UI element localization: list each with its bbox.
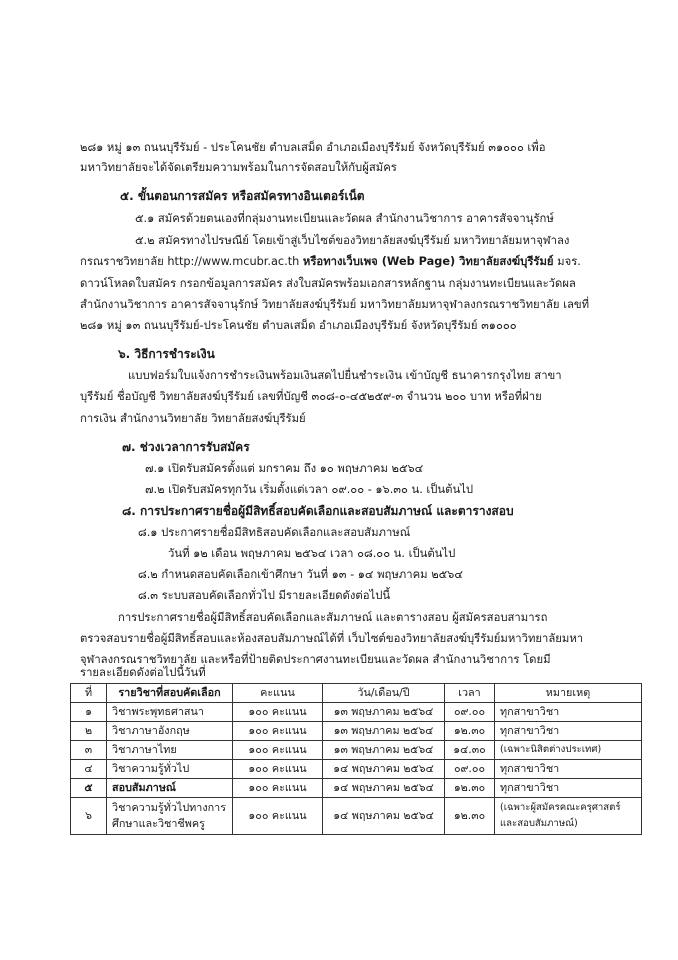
cell-no: ๑ [71,703,107,722]
cell-subject: สอบสัมภาษณ์ [107,779,233,798]
cell-no: ๓ [71,741,107,760]
cell-time: ๑๒.๓๐ [445,798,495,835]
section-6-line: บุรีรัมย์ ชื่อบัญชี วิทยาลัยสงฆ์บุรีรัมย์ เลขที่บัญชี ๓๐๘-๐-๔๕๒๕๙-๓ จำนวน ๒๐๐ บาท หรือที่ฝ่าย [80,390,542,403]
cell-score: ๑๐๐ คะแนน [233,722,323,741]
cell-time: ๐๙.๐๐ [445,760,495,779]
section-8-item-1: ๘.๑ ประกาศรายชื่อมีสิทธิสอบคัดเลือกและสอบสัมภาษณ์ [138,526,411,539]
mcu-abbr: มจร. [553,255,581,268]
section-6-line: แบบฟอร์มใบแจ้งการชำระเงินพร้อมเงินสดไปยื่นชำระเงิน เข้าบัญชี ธนาคารกรุงไทย สาขา [128,369,562,382]
cell-score: ๑๐๐ คะแนน [233,798,323,835]
col-header-score: คะแนน [233,684,323,703]
section-6-heading: ๖. วิธีการชำระเงิน [118,347,215,361]
section-8-paragraph-line: การประกาศรายชื่อผู้มีสิทธิ์สอบคัดเลือกและสัมภาษณ์ และตารางสอบ ผู้สมัครสอบสามารถ [118,611,548,624]
section-8-item-2: ๘.๒ กำหนดสอบคัดเลือกเข้าศึกษา วันที่ ๑๓ - ๑๔ พฤษภาคม ๒๕๖๔ [138,568,463,581]
section-8-item-3: ๘.๓ ระบบสอบคัดเลือกทั่วไป มีรายละเอียดดังต่อไปนี้ [138,589,391,602]
cell-date: ๑๔ พฤษภาคม ๒๕๖๔ [323,798,445,835]
cell-note: ทุกสาขาวิชา [495,722,642,741]
cell-note-line: (เฉพาะผู้สมัครคณะครุศาสตร์ [500,802,621,813]
cell-time: ๑๒.๓๐ [445,779,495,798]
cell-subject: วิชาภาษาไทย [107,741,233,760]
cell-score: ๑๐๐ คะแนน [233,779,323,798]
section-7-heading: ๗. ช่วงเวลาการรับสมัคร [122,440,250,454]
section-6-line: การเงิน สำนักงานวิทยาลัย วิทยาลัยสงฆ์บุรีรัมย์ [80,412,306,425]
cell-note: ทุกสาขาวิชา [495,779,642,798]
section-8-paragraph-line: ตรวจสอบรายชื่อผู้มีสิทธิ์สอบและห้องสอบสัมภาษณ์ได้ที่ เว็บไซต์ของวิทยาลัยสงฆ์บุรีรัมย์มหาวิทยาลัยมหา [80,632,584,645]
col-header-no: ที่ [71,684,107,703]
cell-date: ๑๓ พฤษภาคม ๒๕๖๔ [323,722,445,741]
cell-date: ๑๔ พฤษภาคม ๒๕๖๔ [323,760,445,779]
section-5-item-2-line [80,253,581,271]
cell-date: ๑๔ พฤษภาคม ๒๕๖๔ [323,779,445,798]
section-8-heading: ๘. การประกาศรายชื่อผู้มีสิทธิ์สอบคัดเลือกและสอบสัมภาษณ์ และตารางสอบ [122,504,514,518]
cell-note: ทุกสาขาวิชา [495,760,642,779]
table-row [71,722,642,741]
table-row [71,741,642,760]
exam-schedule-table [70,683,642,835]
website-url-text: กรณราชวิทยาลัย http://www.mcubr.ac.th [80,255,303,268]
col-header-date: วัน/เดือน/ปี [323,684,445,703]
section-8-paragraph-line: รายละเอียดดังต่อไปนี้วันที่ [80,666,206,679]
cell-score: ๑๐๐ คะแนน [233,741,323,760]
cell-score: ๑๐๐ คะแนน [233,703,323,722]
cell-subject-line: วิชาความรู้ทั่วไปทางการ [112,801,227,814]
cell-subject: วิชาพระพุทธศาสนา [107,703,233,722]
section-5-heading: ๕. ขั้นตอนการสมัคร หรือสมัครทางอินเตอร์เน็ต [120,189,365,203]
col-header-note: หมายเหตุ [495,684,642,703]
cell-note: (เฉพาะนิสิตต่างประเทศ) [495,741,642,760]
cell-no: ๒ [71,722,107,741]
section-8-paragraph-line: จุฬาลงกรณราชวิทยาลัย และหรือที่ป้ายติดประกาศงานทะเบียนและวัดผล สำนักงานวิชาการ โดยมี [80,653,551,666]
cell-time: ๑๔.๓๐ [445,741,495,760]
table-row [71,760,642,779]
cell-date: ๑๓ พฤษภาคม ๒๕๖๔ [323,741,445,760]
section-7-item-1: ๗.๑ เปิดรับสมัครตั้งแต่ มกราคม ถึง ๑๐ พฤษภาคม ๒๕๖๔ [145,462,424,475]
section-8-item-1-date: วันที่ ๑๒ เดือน พฤษภาคม ๒๕๖๔ เวลา ๐๘.๐๐ น. เป็นต้นไป [168,547,456,560]
col-header-time: เวลา [445,684,495,703]
cell-time: ๐๙.๐๐ [445,703,495,722]
cell-subject: วิชาภาษาอังกฤษ [107,722,233,741]
paragraph-line: มหาวิทยาลัยจะได้จัดเตรียมความพร้อมในการจัดสอบให้กับผู้สมัคร [80,161,397,174]
cell-no: ๕ [71,779,107,798]
table-header-row [71,684,642,703]
cell-subject-line: ศึกษาและวิชาชีพครู [112,817,205,830]
paragraph-line: ๒๘๑ หมู่ ๑๓ ถนนบุรีรัมย์ - ประโคนชัย ตำบลเสม็ด อำเภอเมืองบุรีรัมย์ จังหวัดบุรีรัมย์ ๓๑๐๐๐ เพื่อ [80,141,546,154]
section-7-item-2: ๗.๒ เปิดรับสมัครทุกวัน เริ่มตั้งแต่เวลา ๐๙.๐๐ - ๑๖.๓๐ น. เป็นต้นไป [145,483,474,496]
webpage-label: หรือทางเว็บเพจ (Web Page) [302,255,460,268]
cell-time: ๑๒.๓๐ [445,722,495,741]
table-row [71,779,642,798]
section-5-item-2: ๕.๒ สมัครทางไปรษณีย์ โดยเข้าสู่เว็บไซต์ของวิทยาลัยสงฆ์บุรีรัมย์ มหาวิทยาลัยมหาจุฬาลง [135,234,570,247]
section-5-item-2-line: สำนักงานวิชาการ อาคารสัจจานุรักษ์ วิทยาลัยสงฆ์บุรีรัมย์ มหาวิทยาลัยมหาจุฬาลงกรณราชวิทยาลัย เลขที่ [80,298,590,311]
section-5-item-2-line: ดาวน์โหลดใบสมัคร กรอกข้อมูลการสมัคร ส่งใบสมัครพร้อมเอกสารหลักฐาน กลุ่มงานทะเบียนและวัดผล [80,277,576,290]
cell-score: ๑๐๐ คะแนน [233,760,323,779]
cell-no: ๖ [71,798,107,835]
table-row [71,703,642,722]
table-row [71,798,642,835]
cell-no: ๔ [71,760,107,779]
cell-subject [107,798,233,835]
col-header-subject: รายวิชาที่สอบคัดเลือก [107,684,233,703]
cell-subject: วิชาความรู้ทั่วไป [107,760,233,779]
cell-note-line: และสอบสัมภาษณ์) [500,818,578,829]
cell-note [495,798,642,835]
cell-date: ๑๓ พฤษภาคม ๒๕๖๔ [323,703,445,722]
section-5-item-2-line: ๒๘๑ หมู่ ๑๓ ถนนบุรีรัมย์-ประโคนชัย ตำบลเสม็ด อำเภอเมืองบุรีรัมย์ จังหวัดบุรีรัมย์ ๓๑๐๐๐ [80,319,517,332]
college-name-bold: วิทยาลัยสงฆ์บุรีรัมย์ [459,255,554,268]
cell-note: ทุกสาขาวิชา [495,703,642,722]
section-5-item-1: ๕.๑ สมัครด้วยตนเองที่กลุ่มงานทะเบียนและวัดผล สำนักงานวิชาการ อาคารสัจจานุรักษ์ [135,212,554,225]
